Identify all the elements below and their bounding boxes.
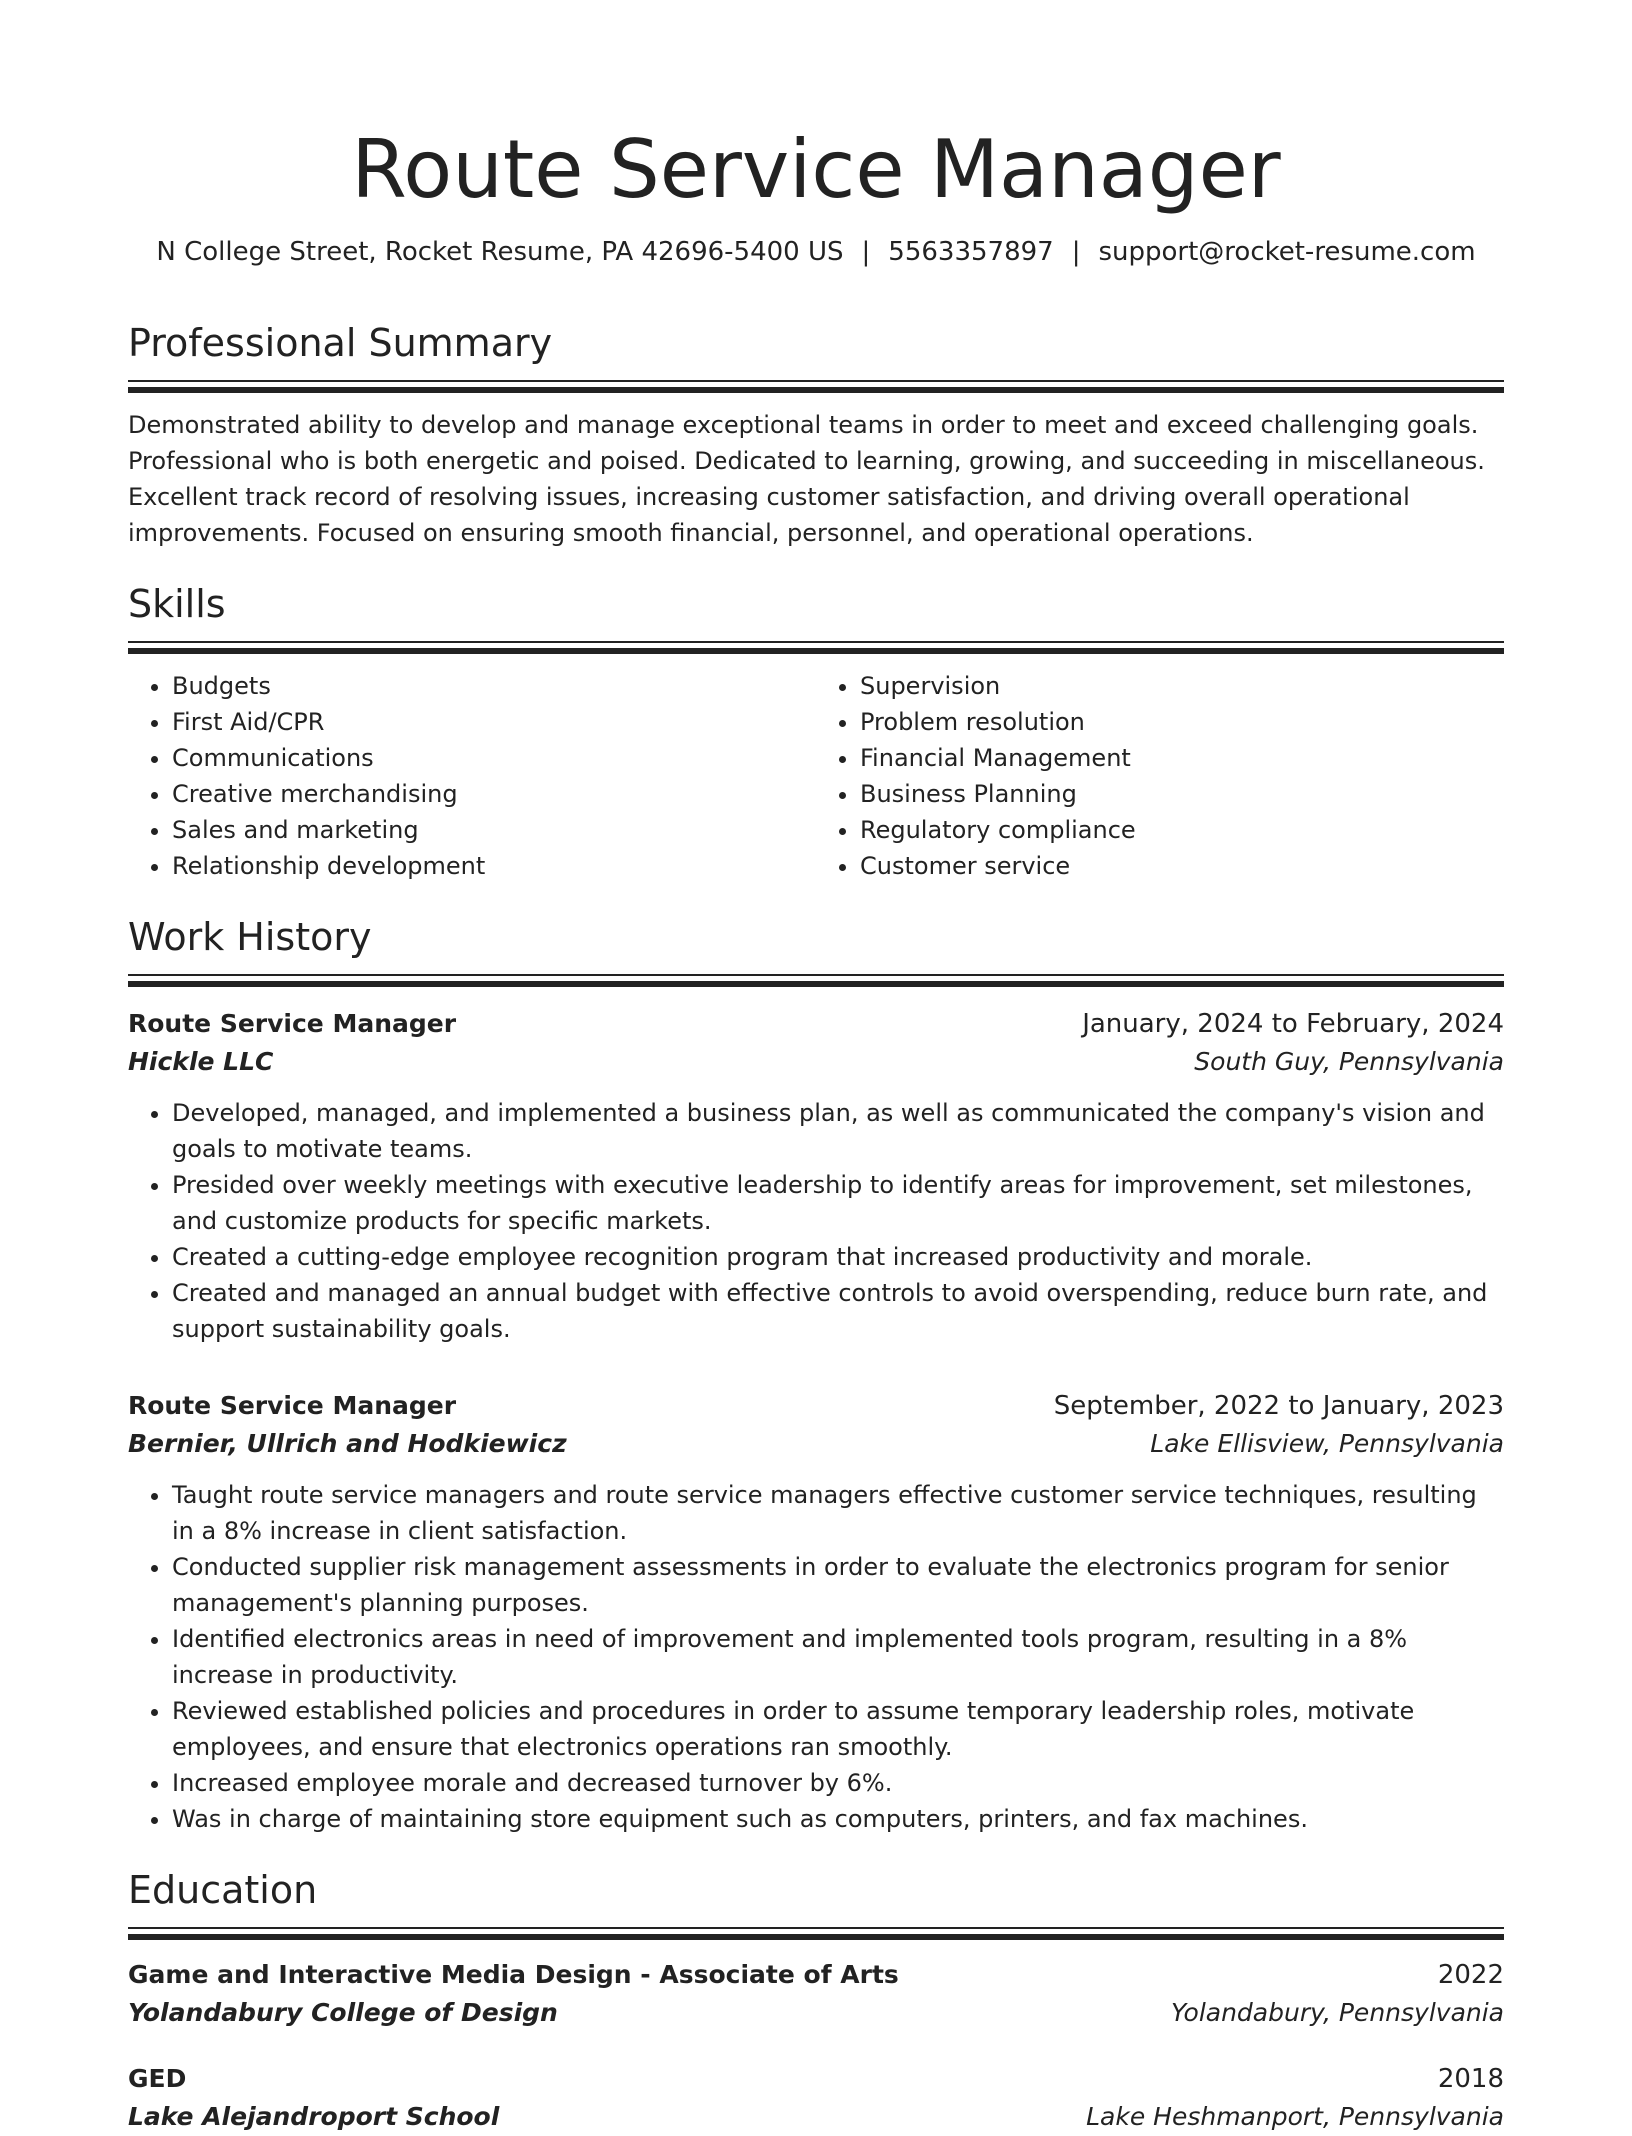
job-bullet: • Taught route service managers and route service managers effective customer service techniques, resulting in a 8% increase in client satisfaction. bbox=[172, 1477, 1504, 1549]
job-bullet: • Was in charge of maintaining store equipment such as computers, printers, and fax machines. bbox=[172, 1801, 1504, 1837]
summary-text: Demonstrated ability to develop and manage exceptional teams in order to meet and exceed challenging goals. Professional who is both energetic and poised. Dedicated to learning, growing, and succeeding in miscellaneous. Excellent track record of resolving issues, increasing customer satisfaction, and driving overall operational improvements. Focused on ensuring smooth financial, personnel, and operational operations. bbox=[128, 411, 1485, 547]
section-title-skills: Skills bbox=[128, 582, 226, 626]
job-header-row bbox=[128, 1005, 1504, 1043]
section-divider bbox=[128, 641, 1504, 654]
contact-phone: 5563357897 bbox=[888, 237, 1054, 267]
skills-columns bbox=[128, 668, 1504, 884]
education-entry bbox=[128, 2060, 1504, 2136]
job-entry bbox=[128, 1005, 1504, 1347]
skill-item: • Creative merchandising bbox=[172, 776, 816, 812]
skill-item: • Customer service bbox=[860, 848, 1504, 884]
job-bullet: • Presided over weekly meetings with executive leadership to identify areas for improvement, set milestones, and customize products for specific markets. bbox=[172, 1167, 1504, 1239]
section-title-education: Education bbox=[128, 1868, 318, 1912]
education-school: Lake Alejandroport School bbox=[128, 2102, 500, 2131]
job-bullets bbox=[128, 1477, 1504, 1837]
skill-item: • Problem resolution bbox=[860, 704, 1504, 740]
skill-item: • Supervision bbox=[860, 668, 1504, 704]
skill-item: • Relationship development bbox=[172, 848, 816, 884]
job-bullet: • Reviewed established policies and procedures in order to assume temporary leadership roles, motivate employees, and ensure that electronics operations ran smoothly. bbox=[172, 1693, 1504, 1765]
job-location: Lake Ellisview, Pennsylvania bbox=[1150, 1429, 1504, 1458]
contact-separator: | bbox=[1071, 237, 1081, 267]
skills-list-left bbox=[128, 668, 816, 884]
skill-item: • Regulatory compliance bbox=[860, 812, 1504, 848]
education-section bbox=[128, 1865, 1504, 2136]
job-bullet: • Created a cutting-edge employee recognition program that increased productivity and morale. bbox=[172, 1239, 1504, 1275]
skill-item: • First Aid/CPR bbox=[172, 704, 816, 740]
education-year: 2018 bbox=[1437, 2064, 1504, 2094]
education-school-row bbox=[128, 2098, 1504, 2136]
job-bullet: • Developed, managed, and implemented a business plan, as well as communicated the company's vision and goals to motivate teams. bbox=[172, 1095, 1504, 1167]
job-bullet: • Identified electronics areas in need of improvement and implemented tools program, resulting in a 8% increase in productivity. bbox=[172, 1621, 1504, 1693]
education-header-row bbox=[128, 1956, 1504, 1994]
section-divider bbox=[128, 1927, 1504, 1940]
education-degree: GED bbox=[128, 2064, 187, 2093]
education-year: 2022 bbox=[1437, 1960, 1504, 1990]
education-school-row bbox=[128, 1994, 1504, 2032]
skills-section bbox=[128, 579, 1504, 884]
job-entry bbox=[128, 1387, 1504, 1837]
contact-line bbox=[128, 234, 1504, 270]
skill-item: • Business Planning bbox=[860, 776, 1504, 812]
education-degree: Game and Interactive Media Design - Associate of Arts bbox=[128, 1960, 899, 1989]
job-bullets bbox=[128, 1095, 1504, 1347]
education-location: Yolandabury, Pennsylvania bbox=[1171, 1998, 1504, 2027]
skills-list-right bbox=[816, 668, 1504, 884]
job-company: Bernier, Ullrich and Hodkiewicz bbox=[128, 1429, 567, 1458]
job-title: Route Service Manager bbox=[128, 1391, 457, 1420]
job-bullet: • Created and managed an annual budget with effective controls to avoid overspending, reduce burn rate, and support sustainability goals. bbox=[172, 1275, 1504, 1347]
job-org-row bbox=[128, 1043, 1504, 1081]
job-bullet: • Increased employee morale and decreased turnover by 6%. bbox=[172, 1765, 1504, 1801]
candidate-name: Route Service Manager bbox=[351, 123, 1281, 216]
education-header-row bbox=[128, 2060, 1504, 2098]
skill-item: • Financial Management bbox=[860, 740, 1504, 776]
job-dates: January, 2024 to February, 2024 bbox=[1082, 1009, 1504, 1039]
education-location: Lake Heshmanport, Pennsylvania bbox=[1086, 2102, 1504, 2131]
work-history-section bbox=[128, 912, 1504, 1837]
skill-item: • Communications bbox=[172, 740, 816, 776]
skill-item: • Budgets bbox=[172, 668, 816, 704]
section-divider bbox=[128, 974, 1504, 987]
contact-separator: | bbox=[861, 237, 871, 267]
job-company: Hickle LLC bbox=[128, 1047, 274, 1076]
skill-item: • Sales and marketing bbox=[172, 812, 816, 848]
job-location: South Guy, Pennsylvania bbox=[1194, 1047, 1504, 1076]
job-title: Route Service Manager bbox=[128, 1009, 457, 1038]
contact-address: N College Street, Rocket Resume, PA 42696-5400 US bbox=[156, 237, 844, 267]
education-school: Yolandabury College of Design bbox=[128, 1998, 558, 2027]
summary-section bbox=[128, 318, 1504, 551]
section-title-summary: Professional Summary bbox=[128, 321, 553, 365]
section-title-work: Work History bbox=[128, 915, 372, 959]
job-header-row bbox=[128, 1387, 1504, 1425]
education-entry bbox=[128, 1956, 1504, 2032]
contact-email: support@rocket-resume.com bbox=[1098, 237, 1476, 267]
job-bullet: • Conducted supplier risk management assessments in order to evaluate the electronics program for senior management's planning purposes. bbox=[172, 1549, 1504, 1621]
job-dates: September, 2022 to January, 2023 bbox=[1053, 1391, 1504, 1421]
section-divider bbox=[128, 380, 1504, 393]
job-org-row bbox=[128, 1425, 1504, 1463]
